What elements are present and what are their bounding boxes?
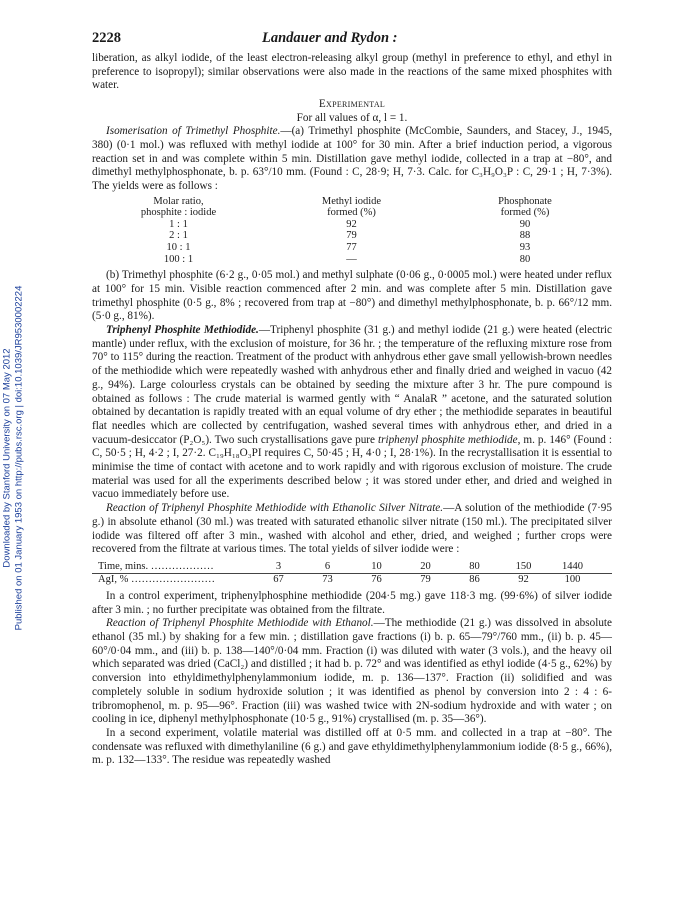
table-cell: 3: [275, 560, 282, 572]
table-cell: 93: [519, 242, 531, 253]
table-cell: 92: [346, 218, 357, 230]
table-cell: 1440: [562, 560, 583, 572]
table-cell: 77: [346, 242, 357, 253]
yields-table: [92, 196, 612, 266]
paragraph-heading: Triphenyl Phosphite Methiodide.: [106, 324, 259, 336]
conditions-note: For all values of α, l = 1.: [296, 112, 408, 125]
download-notice: Downloaded by Stanford University on 07 May 2012: [1, 348, 13, 568]
intro-paragraph: liberation, as alkyl iodide, of the least electron-releasing alkyl group (methyl in preference to ethyl, and ethyl in preference to isopropyl); similar observations were also made in the reactions of the same mixed phosphites with water.: [92, 52, 612, 92]
table-cell: 73: [322, 573, 333, 585]
table-row-time: [92, 561, 612, 574]
paragraph-ethanol: [92, 617, 612, 727]
table-cell: 100 : 1: [163, 253, 194, 265]
paragraph-isomerisation: [92, 125, 612, 194]
table-cell: 150: [515, 560, 532, 572]
paragraph-control: In a control experiment, triphenylphosphine methiodide (204·5 mg.) gave 118·3 mg. (99·6%) of silver iodide after 3 min. ; no further precipitate was obtained from the filtrate.: [92, 589, 612, 616]
column-header: Molar ratio, phosphite : iodide: [140, 195, 217, 219]
paragraph-silver-nitrate: [92, 502, 612, 557]
paragraph-heading: Isomerisation of Trimethyl Phosphite.: [106, 125, 281, 138]
table-cell: 80: [519, 253, 531, 265]
row-label: Time, mins. ………………: [98, 560, 214, 572]
table-cell: 92: [518, 573, 529, 585]
table-row: [92, 230, 612, 242]
table-cell: 100: [564, 573, 581, 585]
table-cell: 79: [420, 573, 431, 585]
table-row: [92, 219, 612, 231]
table-cell: 79: [346, 230, 357, 242]
paragraph-second-experiment: In a second experiment, volatile material was distilled off at 0·5 mm. and collected in a trap at −80°. The condensate was refluxed with dimethylaniline (6 g.) and gave ethyldimethylphenylammonium iodide (8·5 g., 66%), m. p. 132—133°. The residue was repeatedly washed: [92, 726, 612, 767]
paragraph-methiodide: [92, 324, 612, 502]
page-header: [92, 30, 612, 52]
table-cell: 67: [273, 573, 284, 585]
table-cell: 76: [371, 573, 382, 585]
paper-page: [92, 30, 612, 768]
table-cell: 10: [371, 560, 382, 572]
table-cell: 6: [324, 560, 331, 572]
table-header-row: [92, 196, 612, 219]
paragraph-text: —The methiodide (21 g.) was dissolved in absolute ethanol (35 ml.) by shaking for a few min. ; distillation gave fractions (i) b. p. 65—79°/760 mm., (ii) b. p. 45—60°/0·04 mm., and (iii) b. p. 138—140°/0·04 mm. Fraction (i) was diluted with water (3 vols.), and the heavy oil which separated was dried (CaCl₂) and distilled ; it had b. p. 72° and was identified as ethyl iodide (4·5 g., 62%) by conversion into ethyldimethylphenylammonium iodide, m. p. 136—137°. Fraction (ii) solidified and was completely soluble in sodium hydroxide solution ; it was identified as phenol by conversion into 2 : 4 : 6-tribromophenol, m. p. 95—96°. Fraction (iii) was washed twice with 2N-sodium hydroxide and with water ; on cooling in ice, diphenyl methylphosphonate (10·5 g., 91%) crystallised (m. p. 35—36°).: [92, 617, 613, 726]
table-cell: 1 : 1: [169, 218, 188, 230]
paragraph-text: —Triphenyl phosphite (31 g.) and methyl iodide (21 g.) were heated (electric mantle) under reflux, with the exclusion of moisture, for 36 hr. ; the temperature of the refluxing mixture rose from 70° to 115° during the reaction. Treatment of the product with anhydrous ether gave small yellowish-brown needles of the methiodide which were repeatedly washed with anhydrous ether and finally dried and weighed in vacuo (42 g., 94%). Large colourless crystals can be obtained by seeding the mixture after 3 hr. The pure compound is obtained as follows : The crude material is warmed gently with “ AnalaR ” acetone, and the saturated solution obtained by decantation is rapidly treated with an equal volume of dry ether ; the methiodide separates in beautiful flat needles which are collected by centrifugation, washed several times with anhydrous ether, and dried in a vacuum-desiccator (P₂O₅). Two such crystallisations gave pure: [92, 324, 612, 446]
row-label: AgI, % ……………………: [98, 573, 215, 585]
running-title: Landauer and Rydon :: [262, 30, 398, 46]
column-header: Methyl iodide formed (%): [321, 195, 382, 219]
silver-iodide-table: [92, 561, 612, 586]
section-heading: Experimental: [318, 98, 386, 111]
paragraph-text: , m. p. 146° (Found : C, 50·5 ; H, 4·2 ; I, 27·2. C₁₉H₁₈O₃PI requires C, 50·45 ; H, 4·0 ; I, 28·1%). In the recrystallisation it is essential to minimise the time of contact with acetone and to work rapidly and with rigorous exclusion of moisture. The crude material was used for all the experiments described below ; it was stored under ether, and dried and weighed in vacuo immediately before use.: [92, 433, 613, 501]
table-row: [92, 254, 612, 266]
table-cell: —: [346, 253, 357, 265]
paragraph-heading: Reaction of Triphenyl Phosphite Methiodide with Ethanolic Silver Nitrate.: [106, 502, 444, 515]
table-row: [92, 242, 612, 254]
paragraph-text: —A solution of the methiodide (7·95 g.) in absolute ethanol (30 ml.) was treated with saturated ethanolic silver nitrate (150 ml.). The precipitated silver iodide was filtered off after 3 min., washed with alcohol and ether, dried, and weighed ; further crops were recovered from the filtrate at various times. The total yields of silver iodide were :: [92, 502, 612, 556]
table-cell: 80: [469, 560, 480, 572]
column-header: Phosphonate formed (%): [498, 195, 552, 219]
table-cell: 88: [519, 230, 531, 242]
page-number: 2228: [92, 30, 121, 46]
table-row-agi: [92, 574, 612, 586]
paragraph-methyl-sulphate: (b) Trimethyl phosphite (6·2 g., 0·05 mol.) and methyl sulphate (0·06 g., 0·0005 mol.) were heated under reflux at 100° for 15 min. Visible reaction commenced after 2 min. and was complete after 5 min. Distillation gave trimethyl phosphite (0·5 g., 8% ; recovered from trap at −80°) and dimethyl methylphosphonate, b. p. 66°/12 mm. (5·0 g., 81%).: [92, 269, 612, 323]
table-cell: 20: [420, 560, 431, 572]
paragraph-heading: Reaction of Triphenyl Phosphite Methiodide with Ethanol.: [106, 617, 374, 630]
doi-link[interactable]: Published on 01 January 1953 on http://pubs.rsc.org | doi:10.1039/JR9530002224: [13, 285, 25, 631]
compound-name: triphenyl phosphite methiodide: [378, 433, 518, 446]
table-cell: 90: [519, 218, 531, 230]
table-cell: 2 : 1: [169, 230, 188, 242]
table-cell: 10 : 1: [166, 242, 191, 253]
table-cell: 86: [469, 573, 480, 585]
paragraph-text: —(a) Trimethyl phosphite (McCombie, Saunders, and Stacey, J., 1945, 380) (0·1 mol.) was refluxed with methyl iodide at 100° for 30 min. After a brief induction period, a vigorous reaction set in and was complete within 5 min. Distillation gave methyl iodide, collected in a trap at −80°, and dimethyl methylphosphonate, b. p. 63°/10 mm. (Found : C, 28·9; H, 7·3. Calc. for C₃H₉O₃P : C, 29·1 ; H, 7·3%). The yields were as follows :: [92, 125, 612, 192]
